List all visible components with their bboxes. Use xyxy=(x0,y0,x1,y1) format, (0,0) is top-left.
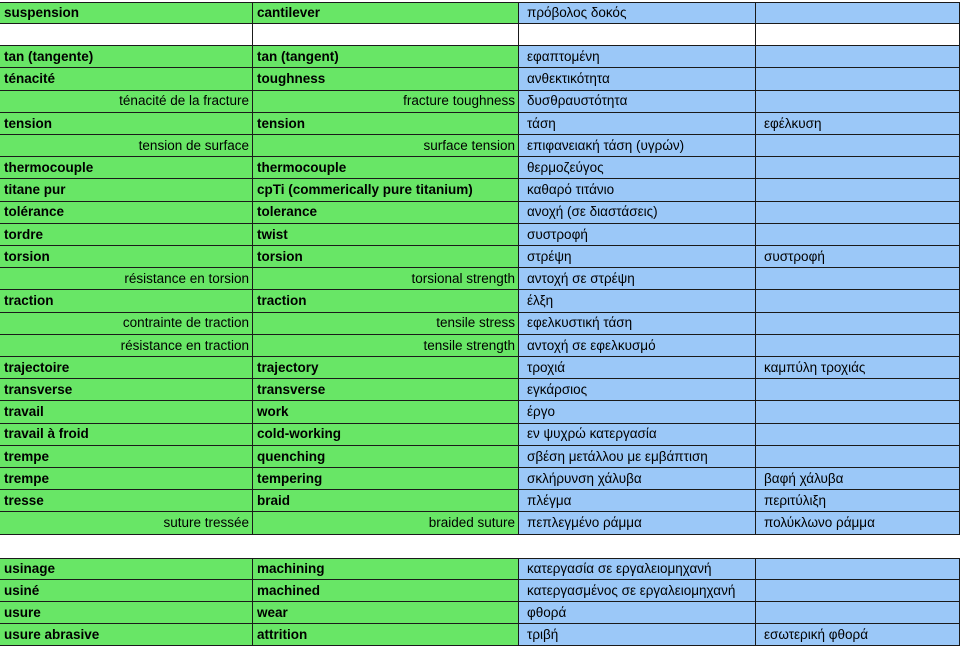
greek-alt-term xyxy=(756,179,960,201)
greek-term: εν ψυχρώ κατεργασία xyxy=(519,424,756,446)
french-term: tresse xyxy=(0,490,253,512)
greek-term: στρέψη xyxy=(519,246,756,268)
glossary-row xyxy=(0,135,960,157)
greek-alt-term: πολύκλωνο ράμμα xyxy=(756,512,960,534)
greek-term: εγκάρσιος xyxy=(519,379,756,401)
greek-alt-term xyxy=(756,46,960,68)
greek-alt-term xyxy=(756,580,960,602)
glossary-row xyxy=(0,202,960,224)
english-term: twist xyxy=(253,224,519,246)
french-term: ténacité xyxy=(0,68,253,90)
greek-term: σβέση μετάλλου με εμβάπτιση xyxy=(519,446,756,468)
greek-term: ανθεκτικότητα xyxy=(519,68,756,90)
french-term: usiné xyxy=(0,580,253,602)
glossary-row xyxy=(0,401,960,423)
greek-term: φθορά xyxy=(519,602,756,624)
greek-term: πεπλεγμένο ράμμα xyxy=(519,512,756,534)
glossary-row xyxy=(0,468,960,490)
greek-term: επιφανειακή τάση (υγρών) xyxy=(519,135,756,157)
greek-alt-term xyxy=(756,157,960,179)
greek-term: τροχιά xyxy=(519,357,756,379)
section-separator xyxy=(0,535,960,558)
greek-alt-term xyxy=(756,446,960,468)
greek-alt-term xyxy=(756,224,960,246)
english-term: tensile stress xyxy=(253,313,519,335)
greek-term: αντοχή σε στρέψη xyxy=(519,268,756,290)
glossary-row xyxy=(0,179,960,201)
glossary-row xyxy=(0,446,960,468)
french-term: thermocouple xyxy=(0,157,253,179)
english-term: tolerance xyxy=(253,202,519,224)
glossary-row xyxy=(0,624,960,646)
french-term: tan (tangente) xyxy=(0,46,253,68)
english-term: surface tension xyxy=(253,135,519,157)
english-term: cantilever xyxy=(253,2,519,24)
greek-alt-term xyxy=(756,335,960,357)
greek-alt-term xyxy=(756,424,960,446)
english-term: attrition xyxy=(253,624,519,646)
french-term: résistance en torsion xyxy=(0,268,253,290)
english-term: torsion xyxy=(253,246,519,268)
greek-term: κατεργασμένος σε εργαλειομηχανή xyxy=(519,580,756,602)
french-term: trempe xyxy=(0,446,253,468)
blank-cell xyxy=(0,24,253,46)
greek-alt-term xyxy=(756,91,960,113)
greek-alt-term: εφέλκυση xyxy=(756,113,960,135)
glossary-row xyxy=(0,2,960,24)
greek-term: έργο xyxy=(519,401,756,423)
greek-alt-term xyxy=(756,290,960,312)
blank-cell xyxy=(253,24,519,46)
greek-term: πλέγμα xyxy=(519,490,756,512)
glossary-row xyxy=(0,246,960,268)
greek-alt-term xyxy=(756,202,960,224)
greek-term: συστροφή xyxy=(519,224,756,246)
english-term: traction xyxy=(253,290,519,312)
greek-term: εφελκυστική τάση xyxy=(519,313,756,335)
french-term: suspension xyxy=(0,2,253,24)
greek-term: ανοχή (σε διαστάσεις) xyxy=(519,202,756,224)
english-term: tensile strength xyxy=(253,335,519,357)
french-term: usure xyxy=(0,602,253,624)
greek-alt-term xyxy=(756,2,960,24)
french-term: contrainte de traction xyxy=(0,313,253,335)
french-term: résistance en traction xyxy=(0,335,253,357)
glossary-row xyxy=(0,558,960,580)
greek-term: καθαρό τιτάνιο xyxy=(519,179,756,201)
french-term: trempe xyxy=(0,468,253,490)
french-term: tordre xyxy=(0,224,253,246)
greek-alt-term xyxy=(756,558,960,580)
french-term: torsion xyxy=(0,246,253,268)
greek-alt-term xyxy=(756,602,960,624)
greek-term: σκλήρυνση χάλυβα xyxy=(519,468,756,490)
greek-alt-term: συστροφή xyxy=(756,246,960,268)
english-term: thermocouple xyxy=(253,157,519,179)
greek-alt-term xyxy=(756,379,960,401)
glossary-row xyxy=(0,490,960,512)
greek-term: έλξη xyxy=(519,290,756,312)
greek-term: εφαπτομένη xyxy=(519,46,756,68)
blank-cell xyxy=(756,24,960,46)
blank-cell xyxy=(519,24,756,46)
french-term: ténacité de la fracture xyxy=(0,91,253,113)
english-term: toughness xyxy=(253,68,519,90)
english-term: transverse xyxy=(253,379,519,401)
english-term: work xyxy=(253,401,519,423)
greek-term: δυσθραυστότητα xyxy=(519,91,756,113)
french-term: travail à froid xyxy=(0,424,253,446)
greek-alt-term: περιτύλιξη xyxy=(756,490,960,512)
glossary-row xyxy=(0,113,960,135)
greek-alt-term: καμπύλη τροχιάς xyxy=(756,357,960,379)
english-term: braided suture xyxy=(253,512,519,534)
french-term: suture tressée xyxy=(0,512,253,534)
english-term: machining xyxy=(253,558,519,580)
glossary-row xyxy=(0,290,960,312)
greek-alt-term xyxy=(756,268,960,290)
glossary-row xyxy=(0,224,960,246)
glossary-row xyxy=(0,46,960,68)
english-term: machined xyxy=(253,580,519,602)
french-term: transverse xyxy=(0,379,253,401)
french-term: titane pur xyxy=(0,179,253,201)
english-term: braid xyxy=(253,490,519,512)
english-term: tension xyxy=(253,113,519,135)
glossary-row xyxy=(0,602,960,624)
greek-alt-term xyxy=(756,68,960,90)
french-term: tension xyxy=(0,113,253,135)
french-term: usinage xyxy=(0,558,253,580)
glossary-row xyxy=(0,357,960,379)
greek-term: θερμοζεύγος xyxy=(519,157,756,179)
english-term: trajectory xyxy=(253,357,519,379)
english-term: tan (tangent) xyxy=(253,46,519,68)
greek-alt-term xyxy=(756,401,960,423)
french-term: usure abrasive xyxy=(0,624,253,646)
glossary-row xyxy=(0,580,960,602)
glossary-row xyxy=(0,268,960,290)
glossary-row xyxy=(0,68,960,90)
french-term: tension de surface xyxy=(0,135,253,157)
glossary-row xyxy=(0,157,960,179)
english-term: fracture toughness xyxy=(253,91,519,113)
english-term: tempering xyxy=(253,468,519,490)
french-term: trajectoire xyxy=(0,357,253,379)
english-term: wear xyxy=(253,602,519,624)
greek-term: τάση xyxy=(519,113,756,135)
glossary-row xyxy=(0,313,960,335)
french-term: travail xyxy=(0,401,253,423)
greek-alt-term: βαφή χάλυβα xyxy=(756,468,960,490)
french-term: tolérance xyxy=(0,202,253,224)
greek-alt-term xyxy=(756,135,960,157)
glossary-row xyxy=(0,424,960,446)
glossary-row xyxy=(0,379,960,401)
greek-term: τριβή xyxy=(519,624,756,646)
greek-alt-term: εσωτερική φθορά xyxy=(756,624,960,646)
greek-term: κατεργασία σε εργαλειομηχανή xyxy=(519,558,756,580)
english-term: cpTi (commerically pure titanium) xyxy=(253,179,519,201)
french-term: traction xyxy=(0,290,253,312)
greek-term: πρόβολος δοκός xyxy=(519,2,756,24)
glossary-row xyxy=(0,91,960,113)
glossary-row xyxy=(0,335,960,357)
greek-alt-term xyxy=(756,313,960,335)
english-term: cold-working xyxy=(253,424,519,446)
english-term: torsional strength xyxy=(253,268,519,290)
blank-row xyxy=(0,24,960,46)
greek-term: αντοχή σε εφελκυσμό xyxy=(519,335,756,357)
glossary-row xyxy=(0,512,960,534)
english-term: quenching xyxy=(253,446,519,468)
